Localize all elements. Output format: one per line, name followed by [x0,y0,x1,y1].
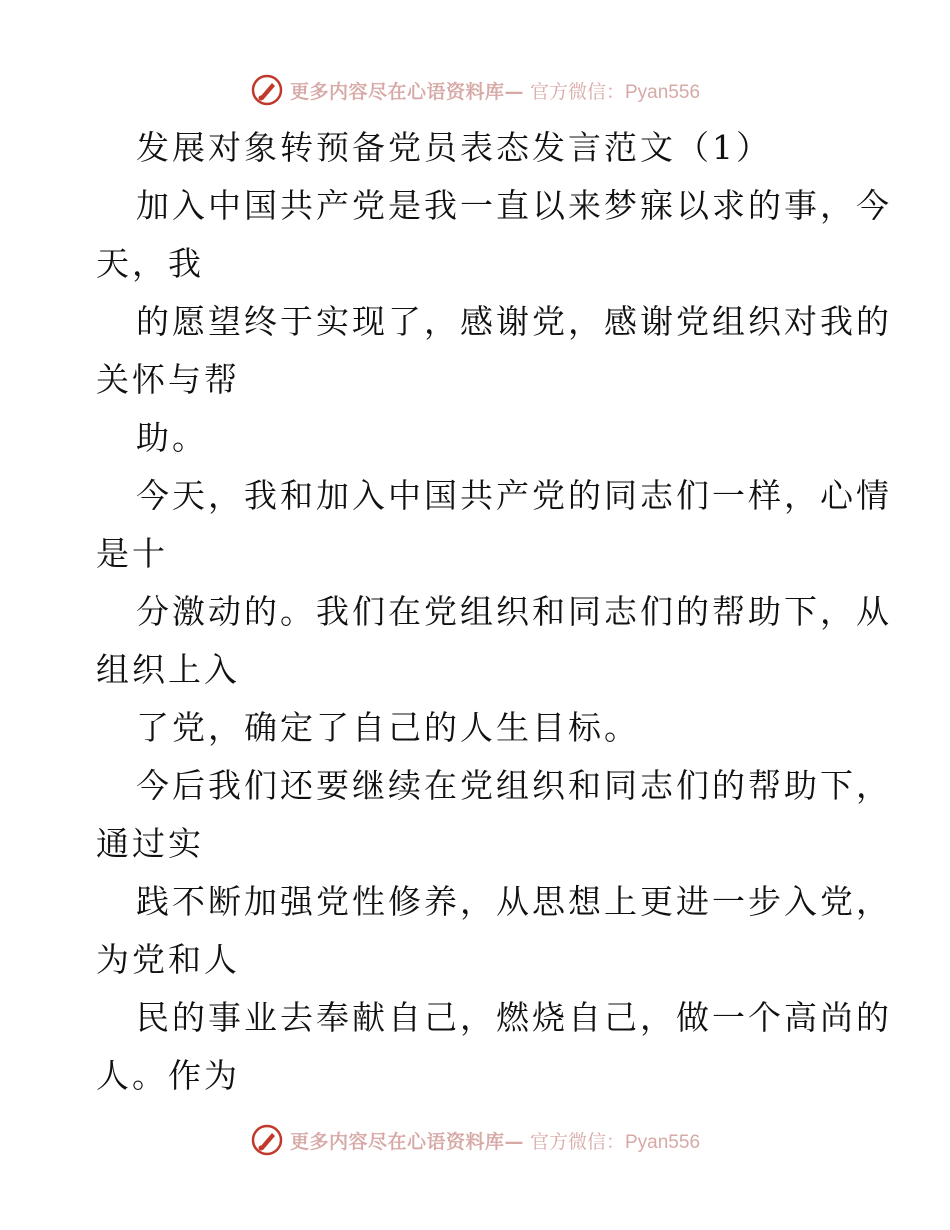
header-slogan: 更多内容尽在心语资料库— [289,80,524,103]
paragraph-line: 是十 [96,534,168,573]
paragraph-line: 助。 [136,418,208,457]
header-watermark [0,70,950,110]
paragraph-line: 民的事业去奉献自己，燃烧自己，做一个高尚的 [136,998,892,1037]
header-wechat: 官方微信：Pyan556 [530,81,701,103]
paragraph-line: 今天，我和加入中国共产党的同志们一样，心情 [136,476,892,515]
footer-wechat: 官方微信：Pyan556 [530,1131,701,1153]
footer-watermark [0,1120,950,1160]
paragraph-line: 今后我们还要继续在党组织和同志们的帮助下， [136,766,892,805]
pen-logo-icon [250,73,284,107]
paragraph-line: 了党，确定了自己的人生目标。 [136,708,640,747]
document-title: 发展对象转预备党员表态发言范文（1） [136,128,772,167]
paragraph-line: 组织上入 [96,650,240,689]
paragraph-line: 人。作为 [96,1056,240,1095]
paragraph-line: 加入中国共产党是我一直以来梦寐以求的事，今 [136,186,892,225]
paragraph-line: 为党和人 [96,940,240,979]
paragraph-line: 的愿望终于实现了，感谢党，感谢党组织对我的 [136,302,892,341]
paragraph-line: 践不断加强党性修养，从思想上更进一步入党， [136,882,892,921]
pen-logo-icon [250,1123,284,1157]
paragraph-line: 关怀与帮 [96,360,240,399]
paragraph-line: 天，我 [96,244,204,283]
paragraph-line: 分激动的。我们在党组织和同志们的帮助下，从 [136,592,892,631]
paragraph-line: 通过实 [96,824,204,863]
footer-slogan: 更多内容尽在心语资料库— [289,1130,524,1153]
